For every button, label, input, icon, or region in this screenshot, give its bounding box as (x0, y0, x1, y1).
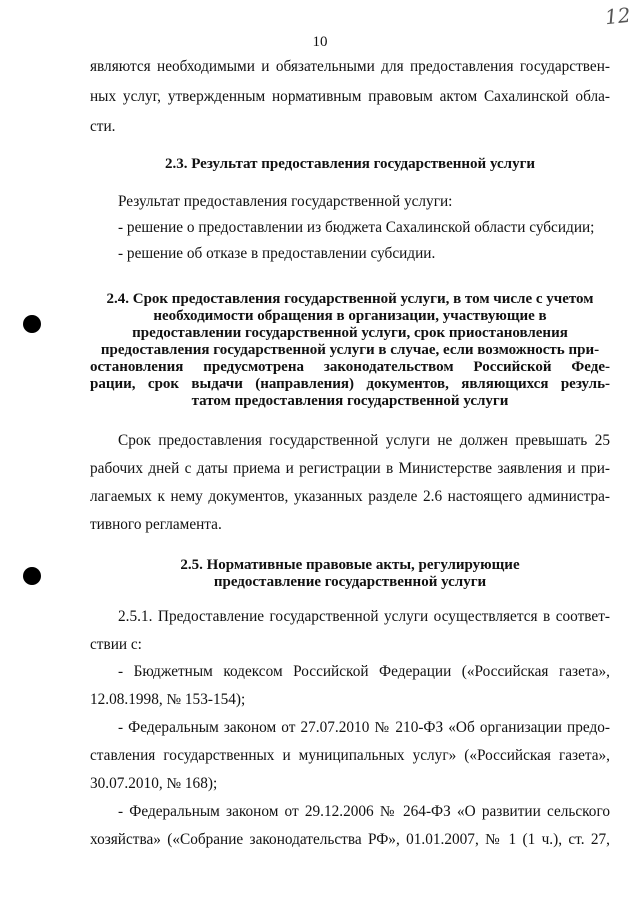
text-line: хозяйства» («Собрание законодательства РФ», 01.01.2007, № 1 (1 ч.), ст. 27, (90, 831, 610, 848)
handwritten-page-mark: 12 (603, 2, 632, 30)
page-number: 10 (312, 34, 328, 50)
text-line: - Федеральным законом от 29.12.2006 № 264-ФЗ «О развитии сельского (118, 803, 610, 820)
heading-line: предоставлении государственной услуги, срок приостановления (132, 325, 568, 341)
text-line: 30.07.2010, № 168); (90, 775, 218, 792)
heading-line: 2.4. Срок предоставления государственной услуги, в том числе с учетом (106, 291, 594, 307)
text-line: ствии с: (90, 636, 142, 653)
text-line: 12.08.1998, № 153-154); (90, 691, 246, 708)
heading-line: остановления предусмотрена законодательством Российской Феде- (90, 359, 610, 375)
text-line: сти. (90, 118, 116, 135)
heading-line: татом предоставления государственной услуги (191, 393, 509, 409)
heading-line: необходимости обращения в организации, участвующие в (153, 308, 547, 324)
text-line: Срок предоставления государственной услуги не должен превышать 25 (118, 432, 610, 449)
punch-hole-mark (23, 567, 41, 585)
text-line: тивного регламента. (90, 516, 222, 533)
text-line: являются необходимыми и обязательными для предоставления государствен- (90, 58, 610, 75)
text-line: - Федеральным законом от 27.07.2010 № 210-ФЗ «Об организации предо- (118, 719, 610, 736)
text-line: Результат предоставления государственной услуги: (118, 193, 453, 210)
punch-hole-mark (23, 315, 41, 333)
text-line: - решение о предоставлении из бюджета Сахалинской области субсидии; (118, 219, 595, 236)
text-line: - решение об отказе в предоставлении субсидии. (118, 245, 436, 262)
heading-line: рации, срок выдачи (направления) документов, являющихся резуль- (90, 376, 610, 392)
text-line: рабочих дней с даты приема и регистрации в Министерстве заявления и при- (90, 460, 610, 477)
text-line: - Бюджетным кодексом Российской Федерации («Российская газета», (118, 663, 610, 680)
text-line: ных услуг, утвержденным нормативным правовым актом Сахалинской обла- (90, 88, 610, 105)
heading-line: предоставление государственной услуги (213, 574, 487, 590)
text-line: лагаемых к нему документов, указанных разделе 2.6 настоящего администра- (90, 488, 610, 505)
heading-line: 2.3. Результат предоставления государственной услуги (164, 156, 536, 172)
text-line: ставления государственных и муниципальных услуг» («Российская газета», (90, 747, 610, 764)
text-line: 2.5.1. Предоставление государственной услуги осуществляется в соответ- (118, 608, 610, 625)
heading-line: предоставления государственной услуги в случае, если возможность при- (100, 342, 600, 358)
heading-line: 2.5. Нормативные правовые акты, регулирующие (180, 557, 520, 573)
